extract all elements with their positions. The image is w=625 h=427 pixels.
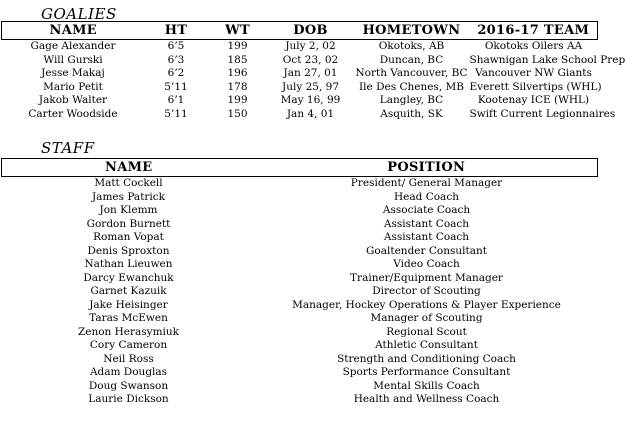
staff-position-cell: Regional Scout bbox=[386, 325, 467, 338]
goalie-name-cell: Mario Petit bbox=[43, 80, 103, 93]
staff-table-body bbox=[2, 177, 598, 407]
goalie-team-cell: Shawnigan Lake School Prep bbox=[469, 53, 625, 66]
goalies-header-hometown: HOMETOWN bbox=[354, 22, 470, 40]
staff-row bbox=[2, 191, 598, 205]
staff-row bbox=[2, 326, 598, 340]
staff-position-cell: Head Coach bbox=[394, 190, 459, 203]
goalie-name-cell: Jakob Walter bbox=[38, 94, 108, 107]
goalies-header-weight: WT bbox=[208, 22, 268, 40]
staff-position-cell: Manager of Scouting bbox=[370, 312, 483, 324]
staff-section-title: STAFF bbox=[41, 139, 95, 157]
staff-name-cell: Taras McEwen bbox=[89, 312, 168, 324]
staff-name-cell: Cory Cameron bbox=[89, 339, 168, 351]
goalie-dob-cell: Oct 23, 02 bbox=[282, 53, 339, 66]
staff-row bbox=[2, 285, 598, 299]
staff-table bbox=[1, 158, 598, 407]
staff-header-name: NAME bbox=[2, 159, 256, 177]
goalie-name-cell: Will Gurski bbox=[43, 53, 103, 66]
staff-row bbox=[2, 245, 598, 259]
goalie-height-cell: 6’1 bbox=[167, 94, 185, 107]
staff-position-cell: Mental Skills Coach bbox=[373, 379, 480, 392]
goalies-header-height: HT bbox=[145, 22, 208, 40]
goalie-hometown-cell: Langley, BC bbox=[379, 94, 444, 107]
goalies-header-team: 2016-17 TEAM bbox=[470, 22, 598, 40]
staff-name-cell: Laurie Dickson bbox=[88, 393, 169, 405]
goalie-hometown-cell: North Vancouver, BC bbox=[355, 67, 468, 80]
staff-position-cell: Goaltender Consultant bbox=[366, 244, 487, 257]
staff-row bbox=[2, 366, 598, 380]
staff-row bbox=[2, 258, 598, 272]
staff-name-cell: Matt Cockell bbox=[94, 177, 163, 189]
staff-position-cell: Video Coach bbox=[393, 258, 460, 270]
goalie-dob-cell: May 16, 99 bbox=[280, 94, 341, 107]
staff-name-cell: Doug Swanson bbox=[88, 379, 169, 392]
goalies-section-title: GOALIES bbox=[41, 5, 117, 23]
staff-name-cell: Zenon Herasymiuk bbox=[77, 325, 180, 338]
staff-row bbox=[2, 393, 598, 407]
staff-name-cell: James Patrick bbox=[91, 190, 166, 203]
staff-table-header bbox=[2, 159, 598, 177]
staff-name-cell: Jake Heisinger bbox=[89, 298, 168, 311]
goalies-header-name: NAME bbox=[2, 22, 145, 40]
staff-name-cell: Nathan Lieuwen bbox=[84, 258, 173, 270]
staff-position-cell: Trainer/Equipment Manager bbox=[350, 271, 503, 284]
staff-position-cell: Manager, Hockey Operations & Player Experience bbox=[292, 298, 561, 311]
goalie-height-cell: 6’2 bbox=[167, 67, 185, 80]
goalie-hometown-cell: Asquith, SK bbox=[380, 107, 443, 120]
goalie-height-cell: 6’3 bbox=[167, 53, 185, 66]
goalie-dob-cell: Jan 4, 01 bbox=[286, 107, 335, 120]
goalie-name-cell: Gage Alexander bbox=[30, 40, 116, 52]
staff-name-cell: Jon Klemm bbox=[99, 204, 158, 216]
goalie-height-cell: 5’11 bbox=[164, 107, 188, 120]
goalie-weight-cell: 199 bbox=[227, 40, 248, 52]
staff-row bbox=[2, 177, 598, 191]
staff-name-cell: Gordon Burnett bbox=[86, 217, 171, 230]
goalie-dob-cell: July 25, 97 bbox=[282, 80, 339, 93]
goalie-name-cell: Jesse Makaj bbox=[41, 67, 105, 80]
goalie-height-cell: 6’5 bbox=[167, 40, 185, 52]
staff-position-cell: Strength and Conditioning Coach bbox=[337, 352, 516, 365]
staff-name-cell: Darcy Ewanchuk bbox=[83, 271, 174, 284]
goalies-table bbox=[1, 21, 625, 122]
staff-name-cell: Adam Douglas bbox=[89, 366, 168, 378]
staff-row bbox=[2, 204, 598, 218]
goalie-team-cell: Kootenay ICE (WHL) bbox=[477, 94, 590, 107]
staff-row bbox=[2, 312, 598, 326]
goalie-row bbox=[2, 40, 598, 54]
staff-name-cell: Roman Vopat bbox=[93, 231, 164, 243]
staff-position-cell: Health and Wellness Coach bbox=[353, 393, 500, 405]
goalie-dob-cell: Jan 27, 01 bbox=[283, 67, 338, 80]
goalie-row bbox=[2, 54, 598, 68]
goalies-table-body bbox=[2, 40, 625, 122]
goalie-dob-cell: July 2, 02 bbox=[285, 40, 336, 52]
goalie-name-cell: Carter Woodside bbox=[28, 107, 118, 120]
staff-header-position: POSITION bbox=[256, 159, 598, 177]
staff-row bbox=[2, 339, 598, 353]
goalie-row bbox=[2, 94, 598, 108]
staff-row bbox=[2, 353, 598, 367]
staff-row bbox=[2, 231, 598, 245]
staff-position-cell: Athletic Consultant bbox=[375, 339, 478, 351]
goalie-weight-cell: 150 bbox=[227, 107, 248, 120]
goalie-row bbox=[2, 108, 598, 122]
staff-position-cell: Assistant Coach bbox=[383, 231, 470, 243]
goalie-row bbox=[2, 67, 598, 81]
goalie-hometown-cell: Duncan, BC bbox=[379, 53, 444, 66]
goalie-team-cell: Everett Silvertips (WHL) bbox=[469, 80, 602, 93]
staff-name-cell: Neil Ross bbox=[103, 352, 154, 365]
goalie-weight-cell: 199 bbox=[227, 94, 248, 107]
goalie-team-cell: Vancouver NW Giants bbox=[475, 67, 592, 80]
goalies-header-dob: DOB bbox=[268, 22, 354, 40]
goalie-hometown-cell: Ile Des Chenes, MB bbox=[359, 80, 464, 93]
staff-row bbox=[2, 299, 598, 313]
staff-position-cell: Assistant Coach bbox=[383, 217, 470, 230]
staff-row bbox=[2, 218, 598, 232]
goalie-weight-cell: 178 bbox=[227, 80, 248, 93]
goalie-weight-cell: 196 bbox=[227, 67, 248, 80]
goalie-height-cell: 5’11 bbox=[164, 80, 188, 93]
staff-position-cell: Sports Performance Consultant bbox=[342, 366, 511, 378]
goalies-table-header bbox=[2, 22, 598, 40]
staff-position-cell: President/ General Manager bbox=[350, 177, 503, 189]
goalie-row bbox=[2, 81, 598, 95]
goalie-weight-cell: 185 bbox=[227, 53, 248, 66]
staff-position-cell: Director of Scouting bbox=[372, 285, 481, 297]
staff-position-cell: Associate Coach bbox=[382, 204, 471, 216]
goalie-hometown-cell: Okotoks, AB bbox=[378, 40, 445, 52]
goalie-team-cell: Swift Current Legionnaires bbox=[469, 107, 616, 120]
goalie-team-cell: Okotoks Oilers AA bbox=[484, 40, 583, 52]
staff-row bbox=[2, 380, 598, 394]
staff-row bbox=[2, 272, 598, 286]
staff-name-cell: Denis Sproxton bbox=[87, 244, 170, 257]
staff-name-cell: Garnet Kazuik bbox=[90, 285, 167, 297]
